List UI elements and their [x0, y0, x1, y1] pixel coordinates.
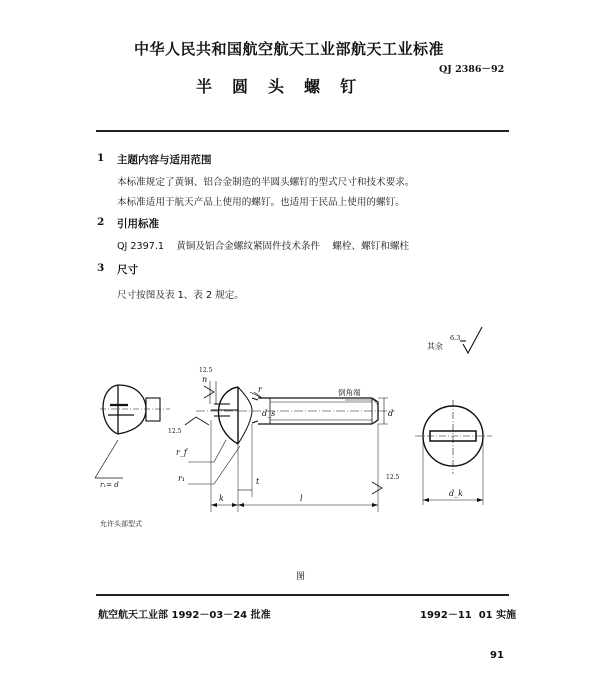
standard-title: 中华人民共和国航空航天工业部航天工业标准: [134, 40, 445, 58]
roughness-small-left: 12.5: [168, 428, 182, 435]
doc-title-char: 半: [196, 77, 213, 96]
dim-dk: d_k: [449, 489, 463, 498]
section-2-reference: QJ 2397.1 黄铜及铝合金螺纹紧固件技术条件 螺栓、螺钉和螺柱: [117, 241, 410, 252]
chamfer-note: 倒角端: [338, 388, 361, 397]
dim-k: k: [219, 494, 224, 503]
approval-date: 航空航天工业部 1992－03－24 批准: [98, 610, 271, 621]
dim-d: d: [388, 409, 394, 418]
footer-rule: [96, 594, 509, 596]
doc-title-char: 圆: [232, 77, 249, 96]
roughness-small-right: 12.5: [386, 474, 400, 481]
alt-head-view: [95, 385, 170, 478]
section-1-paragraph-1: 本标准规定了黄铜、铝合金制造的半圆头螺钉的型式尺寸和技术要求。: [117, 177, 415, 188]
dim-r1: r₁: [178, 474, 186, 483]
section-3-heading: 尺寸: [117, 264, 138, 276]
roughness-symbol: [460, 327, 482, 353]
alt-head-caption: 允许头部型式: [100, 520, 142, 528]
figure-caption: 图: [296, 572, 306, 582]
doc-title-char: 螺: [304, 77, 321, 96]
section-1-heading: 主题内容与适用范围: [117, 154, 212, 166]
standard-code: QJ 2386－92: [439, 64, 505, 75]
doc-title-char: 钉: [340, 77, 357, 96]
dim-n: n: [202, 375, 208, 384]
roughness-label: 其余: [427, 342, 443, 351]
dim-ds: d_s: [262, 409, 276, 418]
doc-title-char: 头: [268, 77, 285, 96]
section-2-number: 2: [97, 216, 105, 228]
section-1-paragraph-2: 本标准适用于航天产品上使用的螺钉。也适用于民品上使用的螺钉。: [117, 197, 405, 208]
main-side-view: [185, 381, 395, 512]
alt-head-radius: r₁= d: [100, 481, 119, 489]
section-1-number: 1: [97, 152, 105, 164]
section-3-paragraph: 尺寸按图及表 1、表 2 规定。: [117, 290, 244, 301]
roughness-value: 6.3: [450, 334, 461, 342]
dim-rf: r_f: [176, 448, 187, 457]
dim-t: t: [256, 477, 260, 486]
section-2-heading: 引用标准: [117, 218, 159, 230]
page-number: 91: [490, 650, 504, 661]
dim-l: l: [300, 494, 303, 503]
dim-r: r: [258, 385, 262, 394]
implementation-date: 1992－11 01 实施: [420, 610, 517, 621]
section-3-number: 3: [97, 262, 105, 274]
roughness-small-top: 12.5: [199, 367, 213, 374]
